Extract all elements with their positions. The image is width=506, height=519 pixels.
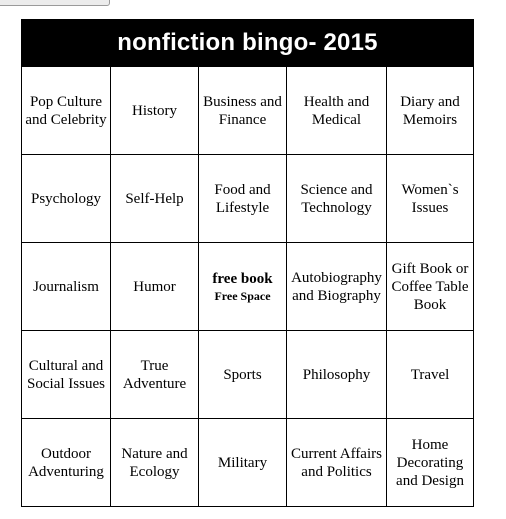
top-button[interactable] (0, 0, 110, 6)
bingo-cell-cultural: Cultural and Social Issues (22, 330, 110, 418)
card-title: nonfiction bingo- 2015 (22, 20, 473, 66)
bingo-cell-gift-book: Gift Book or Coffee Table Book (386, 242, 473, 330)
bingo-cell-military: Military (198, 418, 286, 506)
bingo-cell-diary: Diary and Memoirs (386, 66, 473, 154)
bingo-cell-travel: Travel (386, 330, 473, 418)
bingo-cell-autobiography: Autobiography and Biography (286, 242, 386, 330)
bingo-cell-philosophy: Philosophy (286, 330, 386, 418)
bingo-cell-history: History (110, 66, 198, 154)
bingo-cell-womens-issues: Women`s Issues (386, 154, 473, 242)
bingo-cell-free-space (198, 242, 286, 330)
bingo-cell-home-decorating: Home Decorating and Design (386, 418, 473, 506)
bingo-cell-business: Business and Finance (198, 66, 286, 154)
bingo-cell-self-help: Self-Help (110, 154, 198, 242)
bingo-cell-health: Health and Medical (286, 66, 386, 154)
bingo-cell-science: Science and Technology (286, 154, 386, 242)
bingo-cell-pop-culture: Pop Culture and Celebrity (22, 66, 110, 154)
free-space-sub: Free Space (214, 288, 271, 303)
bingo-cell-journalism: Journalism (22, 242, 110, 330)
bingo-card (21, 19, 474, 507)
bingo-cell-psychology: Psychology (22, 154, 110, 242)
free-space-main: free book (212, 270, 273, 287)
bingo-cell-current-affairs: Current Affairs and Politics (286, 418, 386, 506)
bingo-cell-food: Food and Lifestyle (198, 154, 286, 242)
bingo-cell-true-adventure: True Adventure (110, 330, 198, 418)
bingo-cell-outdoor: Outdoor Adventuring (22, 418, 110, 506)
bingo-grid (22, 66, 473, 506)
bingo-cell-sports: Sports (198, 330, 286, 418)
bingo-cell-humor: Humor (110, 242, 198, 330)
bingo-cell-nature: Nature and Ecology (110, 418, 198, 506)
